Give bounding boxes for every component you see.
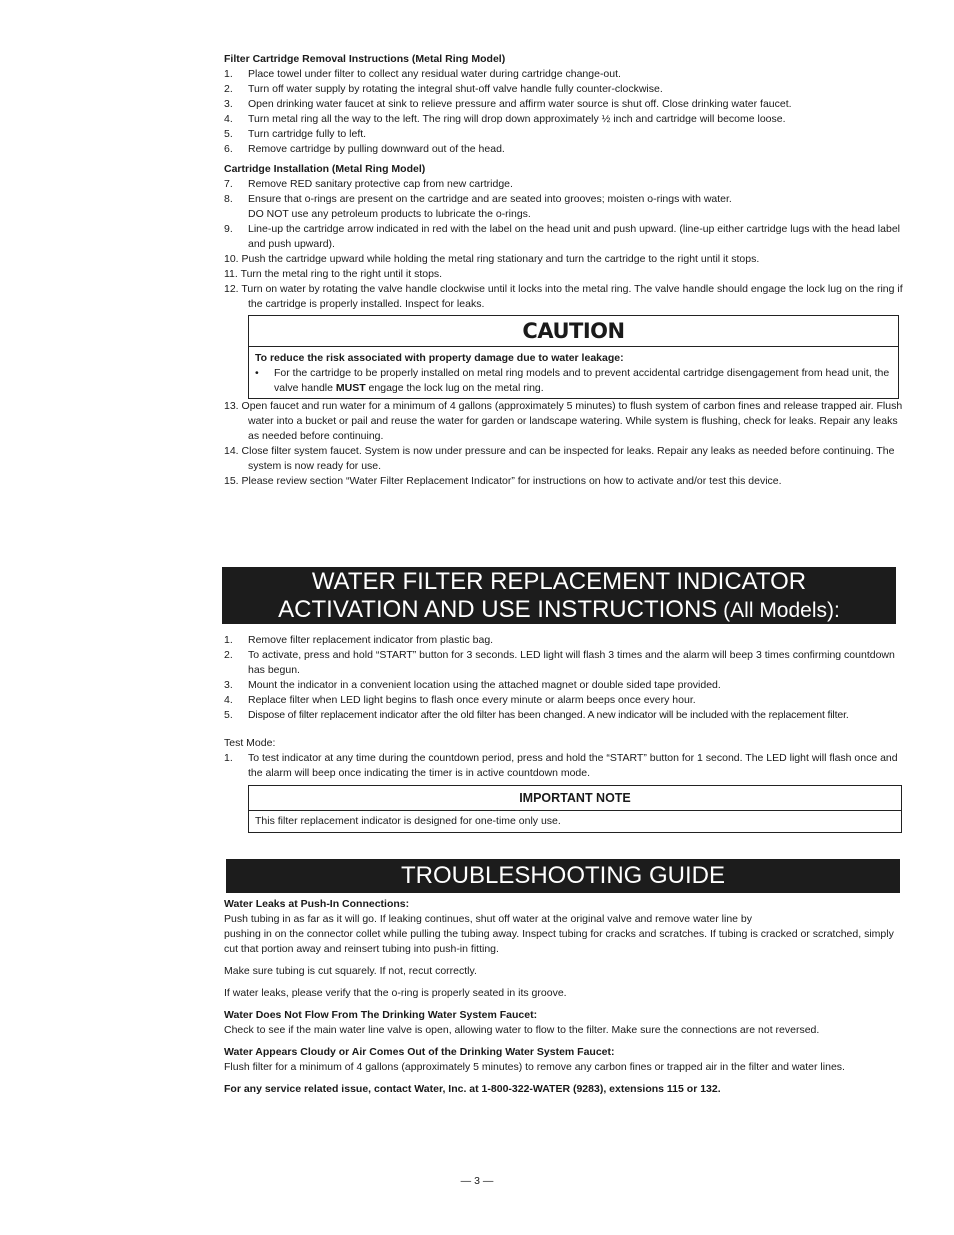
step-text: Close filter system faucet. System is now under pressure and can be inspected for leaks. Repair any leaks as needed before continuing. The system is now ready for use.: [241, 445, 895, 472]
caution-text-end: engage the lock lug on the metal ring.: [365, 382, 544, 394]
noflow-text: Check to see if the main water line valve is open, allowing water to flow to the filter. Make sure the connections are not reversed.: [224, 1024, 820, 1036]
caution-box: [248, 315, 899, 399]
list-item: [224, 192, 908, 222]
step-number: 6.: [224, 143, 233, 155]
step-number: 3.: [224, 679, 233, 691]
list-item: [224, 444, 908, 474]
step-text: Line-up the cartridge arrow indicated in red with the label on the head unit and push upward. (line-up either cartridge lugs with the head label and push upward).: [248, 223, 900, 250]
indicator-banner-line2: [222, 596, 896, 625]
list-item: [224, 177, 908, 192]
list-item: [224, 97, 908, 112]
caution-emphasis: MUST: [335, 382, 366, 394]
step-number: 9.: [224, 223, 233, 235]
step-number: 1.: [224, 752, 233, 764]
leaks-text-line2: pushing in on the connector collet while pulling the tubing away. Inspect tubing for cracks and scratches. If tubing is cracked or scratched, simply cut that portion away and reinsert tubing into push-in fitting.: [224, 928, 894, 955]
step-number: 4.: [224, 694, 233, 706]
indicator-steps: [224, 633, 914, 723]
indicator-banner-title: ACTIVATION AND USE INSTRUCTIONS: [278, 596, 718, 623]
step-text: Remove cartridge by pulling downward out of the head.: [248, 143, 505, 155]
leaks-heading: Water Leaks at Push-In Connections:: [224, 898, 410, 910]
step-number: 5.: [224, 128, 233, 140]
step-text: Turn on water by rotating the valve handle clockwise until it locks into the metal ring. The valve handle should engage the lock lug on the ring if the cartridge is properly installed. Inspect for leaks.: [241, 283, 903, 310]
noflow-heading: Water Does Not Flow From The Drinking Water System Faucet:: [224, 1009, 538, 1021]
step-number: 13.: [224, 400, 239, 412]
step-number: 4.: [224, 113, 233, 125]
list-item: [224, 648, 914, 678]
list-item: [224, 751, 908, 781]
cloudy-heading: Water Appears Cloudy or Air Comes Out of the Drinking Water System Faucet:: [224, 1046, 615, 1058]
list-item: [224, 142, 908, 157]
step-text: Turn off water supply by rotating the integral shut-off valve handle fully counter-clockwise.: [248, 83, 663, 95]
step-text: Push the cartridge upward while holding the metal ring stationary and turn the cartridge to the right until it stops.: [241, 253, 760, 265]
step-number: 1.: [224, 68, 233, 80]
cloudy-text: Flush filter for a minimum of 4 gallons (approximately 5 minutes) to remove any carbon fines or trapped air in the filter and water lines.: [224, 1061, 845, 1073]
bullet-icon: •: [255, 367, 259, 379]
step-text: Mount the indicator in a convenient location using the attached magnet or double sided tape provided.: [248, 679, 721, 691]
troubleshooting-banner: TROUBLESHOOTING GUIDE: [226, 859, 900, 893]
important-note-text: This filter replacement indicator is designed for one-time only use.: [255, 815, 561, 827]
caution-bullet-item: [255, 366, 892, 396]
list-item: [224, 267, 908, 282]
step-text: Dispose of filter replacement indicator after the old filter has been changed. A new indicator will be included with the replacement filter.: [248, 709, 849, 721]
step-number: 2.: [224, 83, 233, 95]
caution-body: [249, 347, 898, 398]
step-text: Place towel under filter to collect any residual water during cartridge change-out.: [248, 68, 621, 80]
caution-lead: To reduce the risk associated with property damage due to water leakage:: [255, 352, 624, 364]
step-number: 14.: [224, 445, 239, 457]
step-number: 7.: [224, 178, 233, 190]
step-text-warning: DO NOT use any petroleum products to lubricate the o-rings.: [248, 208, 531, 220]
final-steps: [224, 399, 908, 489]
list-item: [224, 399, 908, 444]
list-item: [224, 127, 908, 142]
indicator-banner: [222, 567, 896, 624]
step-text: Open drinking water faucet at sink to relieve pressure and affirm water source is shut off. Close drinking water faucet.: [248, 98, 792, 110]
list-item: [224, 693, 914, 708]
step-text: To activate, press and hold “START” button for 3 seconds. LED light will flash 3 times and the alarm will beep 3 times confirming countdown has begun.: [248, 649, 895, 676]
step-text: Remove filter replacement indicator from plastic bag.: [248, 634, 494, 646]
indicator-banner-models: (All Models):: [717, 599, 840, 622]
leaks-text-square: Make sure tubing is cut squarely. If not, recut correctly.: [224, 965, 477, 977]
indicator-banner-line1: WATER FILTER REPLACEMENT INDICATOR: [311, 568, 807, 595]
list-item: [224, 67, 908, 82]
list-item: [224, 282, 908, 312]
service-contact: For any service related issue, contact Water, Inc. at 1-800-322-WATER (9283), extensions 115 or 132.: [224, 1083, 721, 1095]
list-item: [224, 708, 914, 723]
installation-steps: [224, 177, 908, 312]
removal-steps: [224, 67, 908, 157]
step-text: Turn the metal ring to the right until it stops.: [240, 268, 443, 280]
test-mode-label: Test Mode:: [224, 737, 276, 749]
step-number: 2.: [224, 649, 233, 661]
caution-title: CAUTION: [249, 316, 898, 347]
step-number: 11.: [224, 268, 238, 280]
step-text: Please review section “Water Filter Replacement Indicator” for instructions on how to activate and/or test this device.: [241, 475, 782, 487]
troubleshooting-section: [224, 897, 908, 1097]
step-number: 8.: [224, 193, 233, 205]
list-item: [224, 112, 908, 127]
step-text: Replace filter when LED light begins to flash once every minute or alarm beeps once every hour.: [248, 694, 696, 706]
list-item: [224, 82, 908, 97]
important-note-box: [248, 785, 902, 833]
removal-installation-section: [224, 52, 908, 489]
list-item: [224, 633, 914, 648]
installation-heading: Cartridge Installation (Metal Ring Model): [224, 163, 426, 175]
step-text: Turn cartridge fully to left.: [248, 128, 367, 140]
step-text: To test indicator at any time during the countdown period, press and hold the “START” button for 1 second. The LED light will flash once and the alarm will beep once indicating the timer is in active countdown mode.: [248, 752, 898, 779]
test-mode-steps: [224, 751, 908, 781]
step-number: 10.: [224, 253, 239, 265]
caution-text: For the cartridge to be properly installed on metal ring models and to prevent accidental cartridge disengagement from head unit, the valve handle: [274, 367, 890, 394]
step-text: Open faucet and run water for a minimum of 4 gallons (approximately 5 minutes) to flush system of carbon fines and release trapped air. Flush water into a bucket or pail and reuse the water for garden or landscape watering. While system is flushing, check for leaks. Repair any leaks as needed before continuing.: [241, 400, 903, 442]
step-number: 12.: [224, 283, 239, 295]
page-number: — 3 —: [460, 1175, 494, 1187]
step-text: Ensure that o-rings are present on the cartridge and are seated into grooves; moisten o-rings with water.: [248, 193, 732, 205]
leaks-text-oring: If water leaks, please verify that the o-ring is properly seated in its groove.: [224, 987, 567, 999]
step-number: 5.: [224, 709, 233, 721]
step-text: Turn metal ring all the way to the left. The ring will drop down approximately ½ inch and cartridge will become loose.: [248, 113, 786, 125]
list-item: [224, 474, 908, 489]
leaks-text-line1: Push tubing in as far as it will go. If leaking continues, shut off water at the original valve and remove water line by: [224, 913, 753, 925]
step-number: 15.: [224, 475, 239, 487]
step-text: Remove RED sanitary protective cap from new cartridge.: [248, 178, 513, 190]
list-item: [224, 222, 908, 252]
list-item: [224, 252, 908, 267]
removal-heading: Filter Cartridge Removal Instructions (Metal Ring Model): [224, 53, 506, 65]
list-item: [224, 678, 914, 693]
step-number: 3.: [224, 98, 233, 110]
indicator-section: [224, 633, 914, 833]
step-number: 1.: [224, 634, 233, 646]
important-note-title: IMPORTANT NOTE: [249, 786, 901, 811]
